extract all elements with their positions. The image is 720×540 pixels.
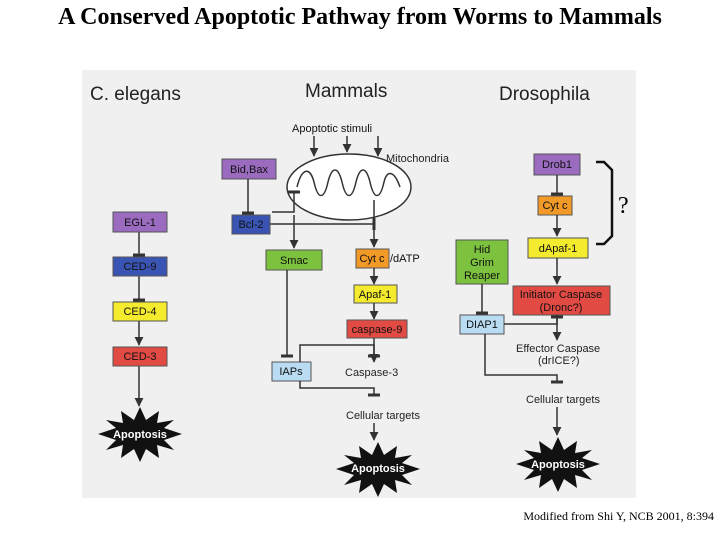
initiator-caspase-sublabel: (Dronc?) — [539, 302, 583, 314]
reaper-label: Reaper — [463, 270, 501, 282]
bid-bax-label: Bid,Bax — [230, 164, 268, 176]
apoptotic-stimuli-label: Apoptotic stimuli — [292, 123, 373, 135]
header-mammals: Mammals — [305, 81, 388, 102]
iaps-label: IAPs — [279, 366, 303, 378]
cellular-targets-label-drosophila: Cellular targets — [526, 394, 600, 406]
cytc-label-mammals: Cyt c — [359, 253, 385, 265]
apaf1-label: Apaf-1 — [358, 289, 392, 301]
grim-label: Grim — [470, 257, 494, 269]
diap1-label: DIAP1 — [466, 319, 498, 331]
smac-label: Smac — [279, 255, 309, 267]
hid-label: Hid — [473, 244, 491, 256]
caspase9-label: caspase-9 — [351, 324, 403, 336]
ced4-label: CED-4 — [123, 306, 157, 318]
slide-title: A Conserved Apoptotic Pathway from Worms to Mammals — [58, 4, 662, 30]
effector-caspase-sublabel: (drICE?) — [538, 355, 580, 367]
effector-caspase-label: Effector Caspase — [516, 343, 601, 355]
drob1-label: Drob1 — [542, 159, 572, 171]
egl1-label: EGL-1 — [124, 217, 156, 229]
apoptosis-label-drosophila: Apoptosis — [531, 459, 585, 471]
bcl2-label: Bcl-2 — [238, 219, 264, 231]
question-mark: ? — [618, 193, 629, 219]
ced9-label: CED-9 — [123, 261, 157, 273]
header-c-elegans: C. elegans — [90, 84, 181, 105]
initiator-caspase-label: Initiator Caspase — [519, 289, 603, 301]
citation: Modified from Shi Y, NCB 2001, 8:394 — [523, 509, 714, 523]
apoptosis-label-mammals: Apoptosis — [351, 463, 405, 475]
cellular-targets-label-mammals: Cellular targets — [346, 410, 420, 422]
ced3-label: CED-3 — [123, 351, 157, 363]
caspase3-label: Caspase-3 — [345, 367, 399, 379]
header-drosophila: Drosophila — [499, 84, 590, 105]
mitochondria-label: Mitochondria — [386, 153, 449, 165]
pathway-diagram — [82, 70, 636, 498]
dapaf1-label: dApaf-1 — [538, 243, 578, 255]
datp-label: /dATP — [390, 253, 420, 265]
cytc-label-drosophila: Cyt c — [542, 200, 568, 212]
apoptosis-label-c-elegans: Apoptosis — [113, 429, 167, 441]
